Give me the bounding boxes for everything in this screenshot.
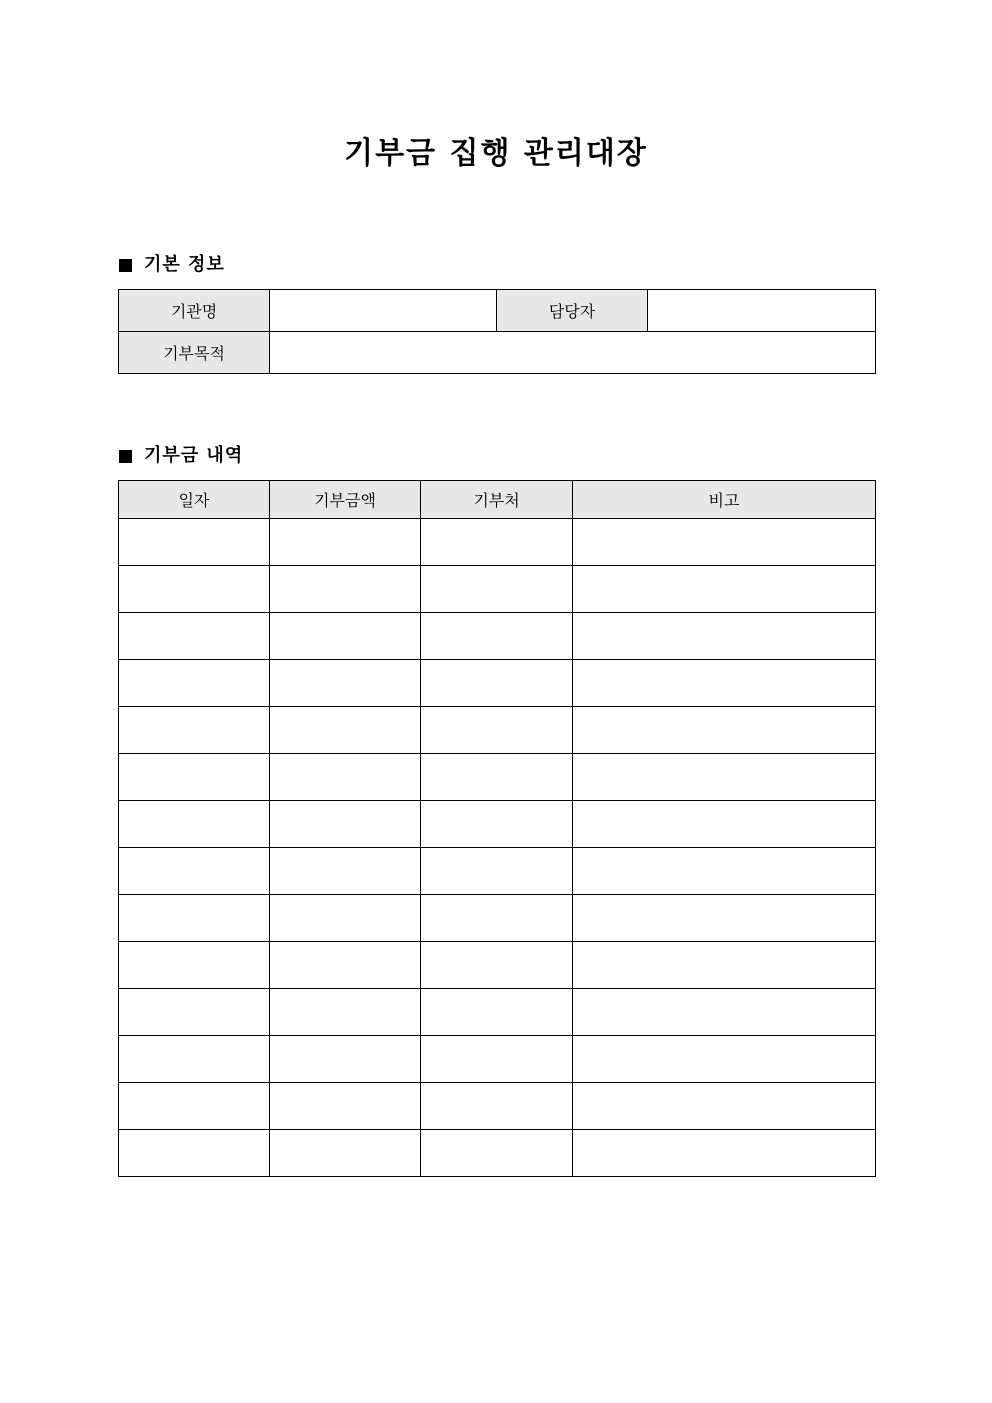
- column-header-notes: 비고: [573, 481, 876, 519]
- amount-cell[interactable]: [270, 519, 421, 566]
- notes-cell[interactable]: [573, 519, 876, 566]
- amount-cell[interactable]: [270, 1083, 421, 1130]
- recipient-cell[interactable]: [421, 1130, 573, 1177]
- date-cell[interactable]: [119, 1083, 270, 1130]
- amount-cell[interactable]: [270, 707, 421, 754]
- recipient-cell[interactable]: [421, 613, 573, 660]
- notes-cell[interactable]: [573, 754, 876, 801]
- notes-cell[interactable]: [573, 1036, 876, 1083]
- date-cell[interactable]: [119, 660, 270, 707]
- table-row: [119, 1130, 876, 1177]
- table-row: [119, 989, 876, 1036]
- recipient-cell[interactable]: [421, 848, 573, 895]
- date-cell[interactable]: [119, 942, 270, 989]
- notes-cell[interactable]: [573, 989, 876, 1036]
- notes-cell[interactable]: [573, 613, 876, 660]
- recipient-cell[interactable]: [421, 660, 573, 707]
- notes-cell[interactable]: [573, 707, 876, 754]
- table-row: [119, 895, 876, 942]
- table-row: [119, 660, 876, 707]
- date-cell[interactable]: [119, 519, 270, 566]
- date-cell[interactable]: [119, 754, 270, 801]
- basic-info-heading: [119, 253, 225, 277]
- recipient-cell[interactable]: [421, 707, 573, 754]
- amount-cell[interactable]: [270, 660, 421, 707]
- date-cell[interactable]: [119, 613, 270, 660]
- date-cell[interactable]: [119, 848, 270, 895]
- info-row-purpose: [119, 332, 876, 374]
- notes-cell[interactable]: [573, 848, 876, 895]
- info-row-organization: [119, 290, 876, 332]
- amount-cell[interactable]: [270, 1036, 421, 1083]
- table-row: [119, 566, 876, 613]
- table-row: [119, 707, 876, 754]
- date-cell[interactable]: [119, 1130, 270, 1177]
- donation-details-heading-label: 기부금 내역: [144, 445, 244, 466]
- notes-cell[interactable]: [573, 660, 876, 707]
- purpose-label: 기부목적: [119, 332, 270, 374]
- donation-ledger-table: [118, 480, 876, 1177]
- recipient-cell[interactable]: [421, 519, 573, 566]
- date-cell[interactable]: [119, 989, 270, 1036]
- basic-info-heading-label: 기본 정보: [144, 254, 225, 275]
- table-row: [119, 801, 876, 848]
- basic-info-table: [118, 289, 876, 374]
- ledger-header-row: [119, 481, 876, 519]
- manager-label: 담당자: [497, 290, 648, 332]
- notes-cell[interactable]: [573, 942, 876, 989]
- notes-cell[interactable]: [573, 566, 876, 613]
- organization-label: 기관명: [119, 290, 270, 332]
- date-cell[interactable]: [119, 566, 270, 613]
- date-cell[interactable]: [119, 1036, 270, 1083]
- recipient-cell[interactable]: [421, 1036, 573, 1083]
- recipient-cell[interactable]: [421, 895, 573, 942]
- notes-cell[interactable]: [573, 1083, 876, 1130]
- amount-cell[interactable]: [270, 942, 421, 989]
- table-row: [119, 519, 876, 566]
- amount-cell[interactable]: [270, 989, 421, 1036]
- table-row: [119, 613, 876, 660]
- notes-cell[interactable]: [573, 895, 876, 942]
- notes-cell[interactable]: [573, 1130, 876, 1177]
- recipient-cell[interactable]: [421, 754, 573, 801]
- amount-cell[interactable]: [270, 613, 421, 660]
- recipient-cell[interactable]: [421, 989, 573, 1036]
- purpose-field[interactable]: [270, 332, 876, 374]
- column-header-amount: 기부금액: [270, 481, 421, 519]
- amount-cell[interactable]: [270, 1130, 421, 1177]
- amount-cell[interactable]: [270, 848, 421, 895]
- amount-cell[interactable]: [270, 754, 421, 801]
- date-cell[interactable]: [119, 895, 270, 942]
- page-title: 기부금 집행 관리대장: [344, 136, 648, 171]
- square-bullet-icon: [119, 259, 132, 272]
- organization-field[interactable]: [270, 290, 497, 332]
- table-row: [119, 1036, 876, 1083]
- recipient-cell[interactable]: [421, 801, 573, 848]
- amount-cell[interactable]: [270, 801, 421, 848]
- table-row: [119, 1083, 876, 1130]
- recipient-cell[interactable]: [421, 566, 573, 613]
- recipient-cell[interactable]: [421, 942, 573, 989]
- donation-details-heading: [119, 444, 243, 468]
- column-header-date: 일자: [119, 481, 270, 519]
- ledger-body: [119, 519, 876, 1177]
- date-cell[interactable]: [119, 707, 270, 754]
- table-row: [119, 754, 876, 801]
- manager-field[interactable]: [648, 290, 876, 332]
- recipient-cell[interactable]: [421, 1083, 573, 1130]
- date-cell[interactable]: [119, 801, 270, 848]
- table-row: [119, 942, 876, 989]
- column-header-recipient: 기부처: [421, 481, 573, 519]
- amount-cell[interactable]: [270, 895, 421, 942]
- amount-cell[interactable]: [270, 566, 421, 613]
- table-row: [119, 848, 876, 895]
- notes-cell[interactable]: [573, 801, 876, 848]
- square-bullet-icon: [119, 450, 132, 463]
